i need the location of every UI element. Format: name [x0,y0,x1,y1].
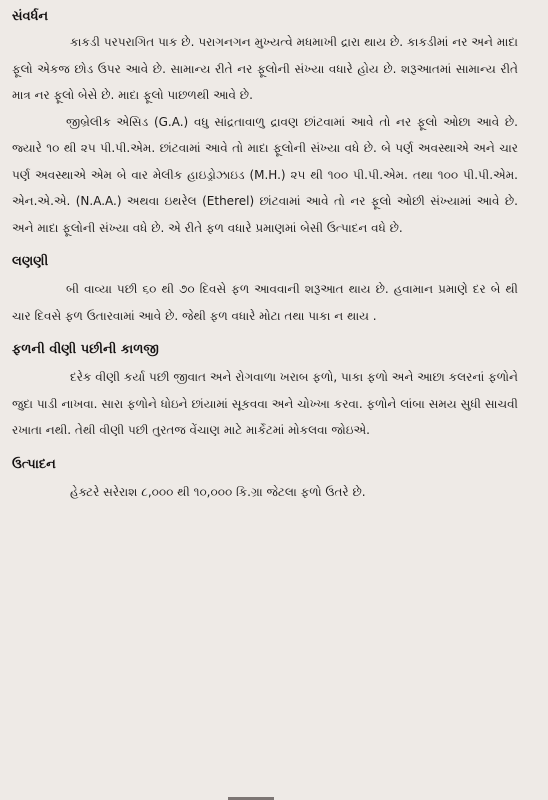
heading-breeding: સંવર્ધન [12,9,49,24]
section-harvesting [12,253,518,329]
paragraph-harvesting: બી વાવ્યા પછી ૬૦ થી ૭૦ દિવસે ફળ આવવાની શરૂઆત થાય છે. હવામાન પ્રમાણે દર બે થી ચાર દિવસે ફળ ઉતારવામાં આવે છે. જેથી ફળ વધારે મોટા તથા પાકા ન થાય . [12,282,518,323]
section-breeding [12,8,518,241]
heading-production: ઉત્પાદન [12,456,56,472]
heading-harvesting: લણણી [12,254,49,269]
paragraph-post-harvest-care: દરેક વીણી કર્યા પછી જીવાત અને રોગવાળા ખરાબ ફળો, પાકા ફળો અને આછા કલરનાં ફળોને જુદા પાડી નાખવા. સારા ફળોને ધોઇને છાંયામાં સૂકવવા અને ચોખ્ખા કરવા. ફળોને લાંબા સમય સુધી સાચવી રખાતા નથી. તેથી વીણી પછી તુરતજ વેંચાણ માટે માર્કેટમાં મોકલવા જોઇએ. [12,370,518,437]
section-production [12,456,518,506]
heading-post-harvest-care: ફળની વીણી પછીની કાળજી [12,342,159,357]
section-post-harvest-care [12,341,518,444]
paragraph-growth-regulators: જીબ્રેલીક એસિડ (G.A.) વધુ સાંદ્રતાવાળુ દ્રાવણ છાંટવામાં આવે તો નર ફૂલો ઓછા આવે છે. જ્યારે ૧૦ થી ૨૫ પી.પી.એમ. છાંટવામાં આવે તો માદા ફૂલોની સંખ્યા વધે છે. બે પર્ણ અવસ્થાએ અને ચાર પર્ણ અવસ્થાએ એમ બે વાર મેલીક હાઇડ્રોઝાઇડ (M.H.) ૨૫ થી ૧૦૦ પી.પી.એમ. તથા ૧૦૦ પી.પી.એમ. એન.એ.એ. (N.A.A.) અથવા ઇથરેલ (Etherel) છાંટવામાં આવે તો નર ફૂલો ઓછી સંખ્યામાં આવે છે. અને માદા ફૂલોની સંખ્યા વધે છે. એ રીતે ફળ વધારે પ્રમાણમાં બેસી ઉત્પાદન વધે છે. [12,114,518,235]
paragraph-production: હેક્ટરે સરેરાશ ૮,૦૦૦ થી ૧૦,૦૦૦ કિ.ગ્રા જેટલા ફળો ઉતરે છે. [70,484,366,499]
paragraph-pollination: કાકડી પરપરાગિત પાક છે. પરાગનગન મુખ્યત્વે મધમાખી દ્રારા થાય છે. કાકડીમાં નર અને માદા ફૂલો એકજ છોડ ઉપર આવે છે. સામાન્ય રીતે નર ફૂલોની સંખ્યા વધારે હોય છે. શરૂઆતમાં સામાન્ય રીતે માત્ર નર ફૂલો બેસે છે. માદા ફૂલો પાછળથી આવે છે. [12,35,518,102]
